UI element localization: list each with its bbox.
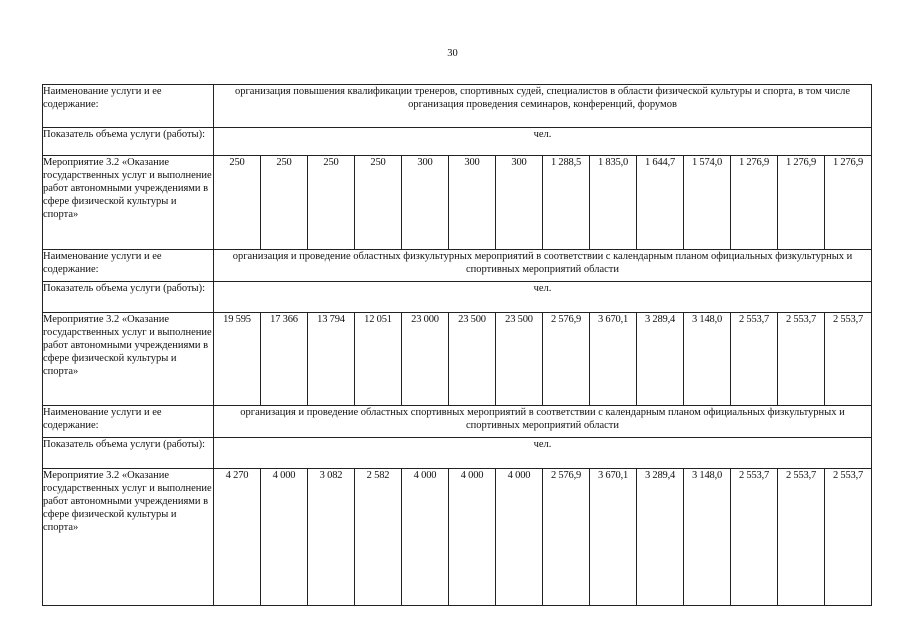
unit-cell: чел.: [214, 127, 872, 156]
page-number: 30: [447, 48, 458, 59]
value-cell: 250: [355, 156, 402, 250]
value-cell: 1 276,9: [778, 156, 825, 250]
volume-indicator-label: Показатель объема услуги (работы):: [43, 281, 214, 313]
volume-indicator-label: Показатель объема услуги (работы):: [43, 437, 214, 469]
value-cell: 3 670,1: [590, 313, 637, 406]
service-description: организация повышения квалификации тренеров, спортивных судей, специалистов в области физической культуры и спорта, в том числе организация проведения семинаров, конференций, форумов: [214, 85, 872, 128]
event-label: Мероприятие 3.2 «Оказание государственных услуг и выполнение работ автономными учреждениями в сфере физической культуры и спорта»: [43, 156, 214, 250]
volume-indicator-row: [43, 437, 872, 469]
value-cell: 2 553,7: [825, 313, 872, 406]
value-cell: 23 000: [402, 313, 449, 406]
value-cell: 17 366: [261, 313, 308, 406]
value-cell: 1 835,0: [590, 156, 637, 250]
unit-cell: чел.: [214, 281, 872, 313]
event-values-row: [43, 313, 872, 406]
value-cell: 2 553,7: [731, 313, 778, 406]
service-name-row: [43, 85, 872, 128]
event-label: Мероприятие 3.2 «Оказание государственных услуг и выполнение работ автономными учреждениями в сфере физической культуры и спорта»: [43, 469, 214, 606]
value-cell: 2 553,7: [731, 469, 778, 606]
value-cell: 2 553,7: [778, 313, 825, 406]
value-cell: 2 553,7: [825, 469, 872, 606]
value-cell: 1 644,7: [637, 156, 684, 250]
service-description: организация и проведение областных спортивных мероприятий в соответствии с календарным планом официальных физкультурных и спортивных мероприятий области: [214, 406, 872, 438]
value-cell: 4 000: [449, 469, 496, 606]
value-cell: 2 582: [355, 469, 402, 606]
volume-indicator-row: [43, 127, 872, 156]
value-cell: 4 000: [261, 469, 308, 606]
event-label: Мероприятие 3.2 «Оказание государственных услуг и выполнение работ автономными учреждениями в сфере физической культуры и спорта»: [43, 313, 214, 406]
value-cell: 19 595: [214, 313, 261, 406]
value-cell: 23 500: [496, 313, 543, 406]
event-values-row: [43, 469, 872, 606]
value-cell: 2 576,9: [543, 469, 590, 606]
value-cell: 300: [402, 156, 449, 250]
value-cell: 250: [308, 156, 355, 250]
service-name-label: Наименование услуги и ее содержание:: [43, 250, 214, 282]
volume-indicator-label: Показатель объема услуги (работы):: [43, 127, 214, 156]
value-cell: 4 000: [496, 469, 543, 606]
value-cell: 3 289,4: [637, 469, 684, 606]
value-cell: 2 553,7: [778, 469, 825, 606]
value-cell: 4 000: [402, 469, 449, 606]
value-cell: 3 082: [308, 469, 355, 606]
unit-cell: чел.: [214, 437, 872, 469]
service-name-row: [43, 250, 872, 282]
value-cell: 12 051: [355, 313, 402, 406]
value-cell: 250: [261, 156, 308, 250]
value-cell: 23 500: [449, 313, 496, 406]
service-name-row: [43, 406, 872, 438]
value-cell: 1 574,0: [684, 156, 731, 250]
value-cell: 13 794: [308, 313, 355, 406]
value-cell: 250: [214, 156, 261, 250]
data-table: [42, 84, 872, 606]
value-cell: 4 270: [214, 469, 261, 606]
value-cell: 3 148,0: [684, 469, 731, 606]
value-cell: 300: [496, 156, 543, 250]
service-name-label: Наименование услуги и ее содержание:: [43, 406, 214, 438]
value-cell: 2 576,9: [543, 313, 590, 406]
value-cell: 1 288,5: [543, 156, 590, 250]
value-cell: 3 148,0: [684, 313, 731, 406]
service-name-label: Наименование услуги и ее содержание:: [43, 85, 214, 128]
value-cell: 3 289,4: [637, 313, 684, 406]
event-values-row: [43, 156, 872, 250]
value-cell: 1 276,9: [731, 156, 778, 250]
value-cell: 3 670,1: [590, 469, 637, 606]
service-description: организация и проведение областных физкультурных мероприятий в соответствии с календарным планом официальных физкультурных и спортивных мероприятий области: [214, 250, 872, 282]
value-cell: 1 276,9: [825, 156, 872, 250]
value-cell: 300: [449, 156, 496, 250]
volume-indicator-row: [43, 281, 872, 313]
